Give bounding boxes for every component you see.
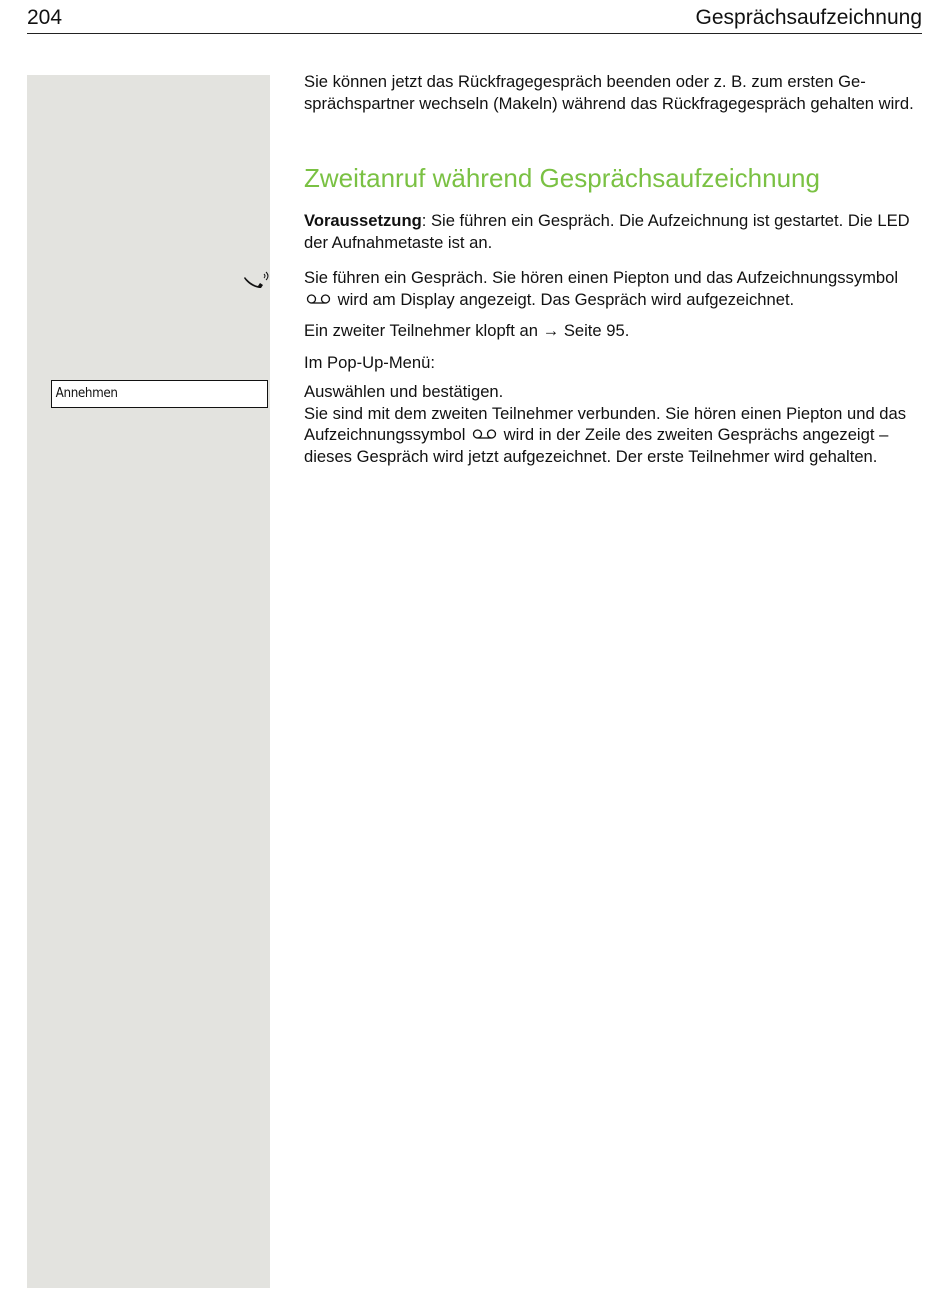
header-rule: [27, 33, 922, 34]
select-paragraph: [304, 381, 924, 467]
intro-paragraph: [304, 71, 924, 114]
knock-paragraph: [304, 320, 924, 342]
recording-symbol-icon: [306, 294, 331, 306]
call-text-end: wird am Display angezeigt. Das Gespräch wird aufgezeichnet.: [337, 289, 795, 309]
menu-option-label: Annehmen: [55, 386, 118, 401]
running-title: Gesprächsaufzeichnung: [695, 6, 922, 29]
prerequisite-text: : Sie führen ein Gespräch. Die Aufzeichnung ist gestartet. Die LED der Aufnahmetaste ist an.: [304, 211, 910, 252]
recording-symbol-icon: [472, 429, 497, 441]
arrow-right-icon: →: [542, 321, 560, 340]
call-text-start: Sie führen ein Gespräch. Sie hören einen Piepton und das Aufzeichnungssymbol: [304, 268, 899, 287]
prerequisite-label: Voraussetzung: [304, 211, 422, 230]
knock-text-end: .: [624, 321, 630, 340]
intro-text: Sie können jetzt das Rückfragegespräch beenden oder z. B. zum ersten Gesprächspartner wechseln (Makeln) während das Rückfragegespräch gehalten wird.: [304, 72, 914, 113]
select-text-end: wird in der Zeile des zweiten Gesprächs angezeigt – dieses Gespräch wird jetzt aufgezeichnet. Der erste Teilnehmer wird gehalten.: [304, 425, 889, 466]
page-reference-link[interactable]: Seite 95: [563, 321, 625, 340]
section-heading: Zweitanruf während Gesprächsaufzeichnung: [304, 163, 820, 193]
call-paragraph: [304, 267, 924, 310]
popup-paragraph: [304, 352, 924, 374]
knock-text: Ein zweiter Teilnehmer klopft an: [304, 321, 538, 340]
select-line-1: Auswählen und bestätigen.: [304, 382, 504, 401]
handset-icon: [242, 268, 270, 290]
popup-text: Im Pop-Up-Menü:: [304, 353, 435, 372]
sidebar-column: [27, 75, 270, 1288]
menu-option-annehmen[interactable]: [51, 380, 268, 408]
prerequisite-paragraph: [304, 210, 924, 253]
page-number: 204: [27, 6, 63, 29]
select-text-start: Sie sind mit dem zweiten Teilnehmer verbunden. Sie hören einen Piepton und das Aufzeichnungssymbol: [304, 403, 907, 444]
